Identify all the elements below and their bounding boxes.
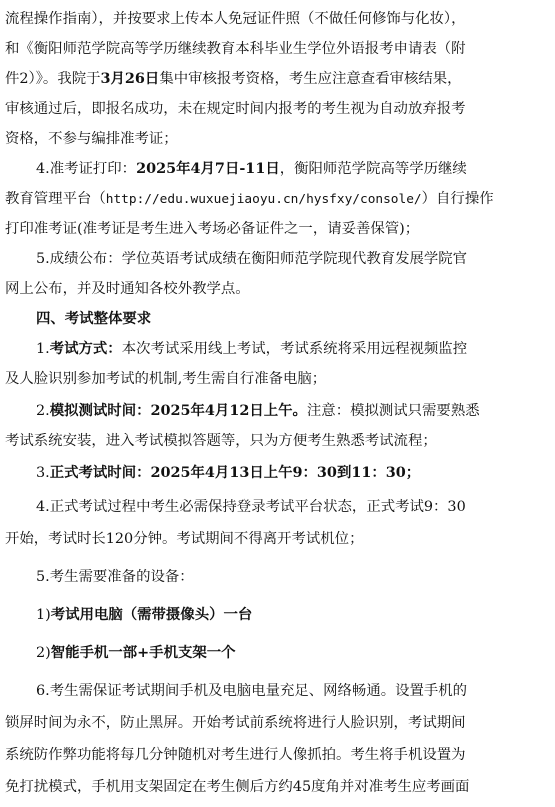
text-line: 网上公布，并及时通知各校外教学点。 xyxy=(5,281,250,297)
text-line: 1.考试方式：本次考试采用线上考试，考试系统将采用远程视频监控 xyxy=(36,340,468,357)
text-line: 免打扰模式，手机用支架固定在考生侧后方约45度角并对准考生应考画面 xyxy=(5,779,470,795)
print-date: 2025年4月7日-11日 xyxy=(136,160,280,177)
platform-url: http://edu.wuxuejiaoyu.cn/hysfxy/console/ xyxy=(105,192,422,207)
section-heading: 四、考试整体要求 xyxy=(36,311,152,327)
text-line: 系统防作弊功能将每几分钟随机对考生进行人像抓拍。考生将手机设置为 xyxy=(5,747,466,763)
text-line: 流程操作指南），并按要求上传本人免冠证件照（不做任何修饰与化妆）， xyxy=(5,11,466,27)
text-line: 打印准考证(准考证是考生进入考场必备证件之一，请妥善保管)； xyxy=(5,221,420,237)
text-line: 4.正式考试过程中考生必需保持登录考试平台状态，正式考试9：30 xyxy=(36,499,466,515)
text-line: 资格，不参与编排准考证； xyxy=(5,131,178,147)
text-line: 考试系统安装，进入考试模拟答题等，只为方便考生熟悉考试流程； xyxy=(5,433,437,449)
text-line: 开始，考试时长120分钟。考试期间不得离开考试机位； xyxy=(5,531,364,547)
list-item: 2)智能手机一部+手机支架一个 xyxy=(36,644,236,661)
review-date: 3月26日 xyxy=(100,70,160,87)
text-line: 及人脸识别参加考试的机制,考生需自行准备电脑； xyxy=(5,371,327,387)
text-line: 件2）》。我院于3月26日集中审核报考资格，考生应注意查看审核结果， xyxy=(5,70,462,87)
text-line: 3.正式考试时间：2025年4月13日上午9：30到11：30； xyxy=(36,464,421,481)
text-line: 5.成绩公布：学位英语考试成绩在衡阳师范学院现代教育发展学院官 xyxy=(36,251,468,267)
text-line: 4.准考证打印：2025年4月7日-11日，衡阳师范学院高等学历继续 xyxy=(36,160,467,177)
text-line: 5.考生需要准备的设备： xyxy=(36,569,194,585)
text-line: 6.考生需保证考试期间手机及电脑电量充足、网络畅通。设置手机的 xyxy=(36,683,468,699)
list-item: 1)考试用电脑（需带摄像头）一台 xyxy=(36,606,253,623)
text-line: 审核通过后，即报名成功，未在规定时间内报考的考生视为自动放弃报考 xyxy=(5,101,466,117)
text-line: 2.模拟测试时间：2025年4月12日上午。注意：模拟测试只需要熟悉 xyxy=(36,402,480,419)
text-line: 锁屏时间为永不，防止黑屏。开始考试前系统将进行人脸识别，考试期间 xyxy=(5,715,466,731)
text-line: 教育管理平台（http://edu.wuxuejiaoyu.cn/hysfxy/console/）自行操作 xyxy=(5,191,494,207)
text-line: 和《衡阳师范学院高等学历继续教育本科毕业生学位外语报考申请表（附 xyxy=(5,41,466,57)
